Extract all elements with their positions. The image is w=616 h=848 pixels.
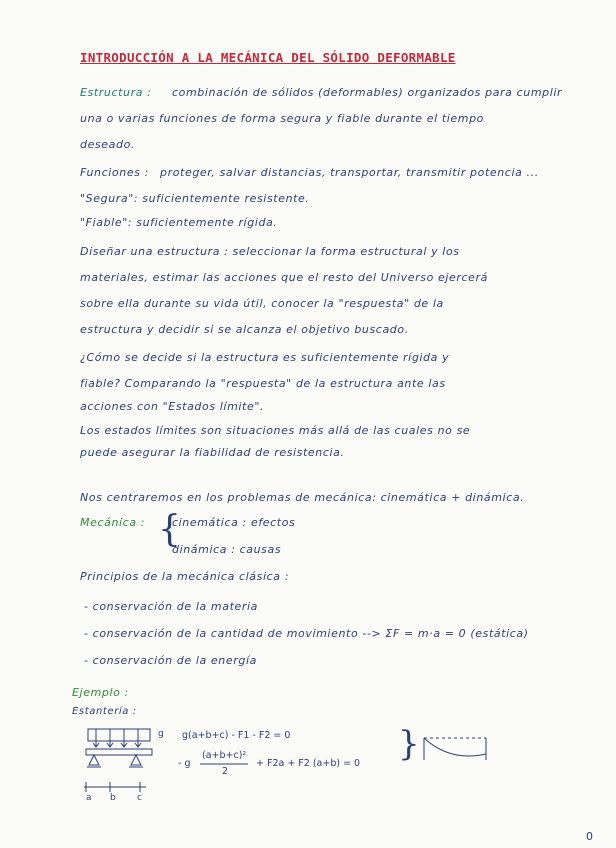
disenar-line-1: Diseñar una estructura : seleccionar la forma estructural y los	[80, 245, 460, 258]
dim-c: c	[137, 793, 142, 803]
equation-2-denominator: 2	[222, 766, 229, 777]
nos-line: Nos centraremos en los problemas de mecánica: cinemática + dinámica.	[80, 491, 525, 504]
ejemplo-label: Ejemplo :	[72, 686, 129, 699]
load-label: g	[158, 729, 164, 739]
estanteria-label: Estantería :	[72, 706, 137, 717]
equation-2-start: - g	[178, 758, 191, 769]
equation-1: g(a+b+c) - F1 - F2 = 0	[182, 730, 291, 741]
dim-a: a	[86, 793, 92, 803]
estados-line-2: puede asegurar la fiabilidad de resistencia.	[80, 446, 345, 459]
principio-item-3: - conservación de la energía	[84, 654, 257, 667]
estructura-line-3: deseado.	[80, 138, 135, 151]
segura-line: "Segura": suficientemente resistente.	[80, 192, 310, 205]
como-line-2: fiable? Comparando la "respuesta" de la estructura ante las	[80, 377, 446, 390]
deflection-sketch	[420, 732, 490, 768]
como-line-3: acciones con "Estados límite".	[80, 400, 265, 413]
principio-item-2: - conservación de la cantidad de movimiento --> ΣF = m·a = 0 (estática)	[84, 627, 529, 640]
cinematica-line: cinemática : efectos	[172, 516, 296, 529]
funciones-label: Funciones :	[80, 166, 149, 179]
dim-b: b	[110, 793, 116, 803]
principios-heading: Principios de la mecánica clásica :	[80, 570, 290, 583]
como-line-1: ¿Cómo se decide si la estructura es suficientemente rígida y	[80, 351, 450, 364]
estructura-line-1: combinación de sólidos (deformables) organizados para cumplir	[172, 86, 563, 99]
disenar-line-4: estructura y decidir si se alcanza el objetivo buscado.	[80, 323, 409, 336]
mecanica-label: Mecánica :	[80, 516, 146, 529]
dinamica-line: dinámica : causas	[172, 543, 282, 556]
disenar-line-3: sobre ella durante su vida útil, conocer la "respuesta" de la	[80, 297, 444, 310]
funciones-text: proteger, salvar distancias, transportar, transmitir potencia ...	[160, 166, 539, 179]
principio-item-1: - conservación de la materia	[84, 600, 258, 613]
estructura-line-2: una o varias funciones de forma segura y fiable durante el tiempo	[80, 112, 484, 125]
page-title: INTRODUCCIÓN A LA MECÁNICA DEL SÓLIDO DEFORMABLE	[80, 50, 456, 65]
estados-line-1: Los estados límites son situaciones más allá de las cuales no se	[80, 424, 471, 437]
estructura-label: Estructura :	[80, 86, 152, 99]
system-brace: }	[398, 724, 420, 764]
shelf-diagram	[80, 725, 170, 805]
page-number: 0	[586, 830, 593, 843]
equation-2-end: + F2a + F2 (a+b) = 0	[256, 758, 361, 769]
equation-2-numerator: (a+b+c)²	[202, 750, 247, 761]
disenar-line-2: materiales, estimar las acciones que el resto del Universo ejercerá	[80, 271, 488, 284]
mecanica-brace: {	[158, 509, 181, 550]
fiable-line: "Fiable": suficientemente rígida.	[80, 216, 278, 229]
